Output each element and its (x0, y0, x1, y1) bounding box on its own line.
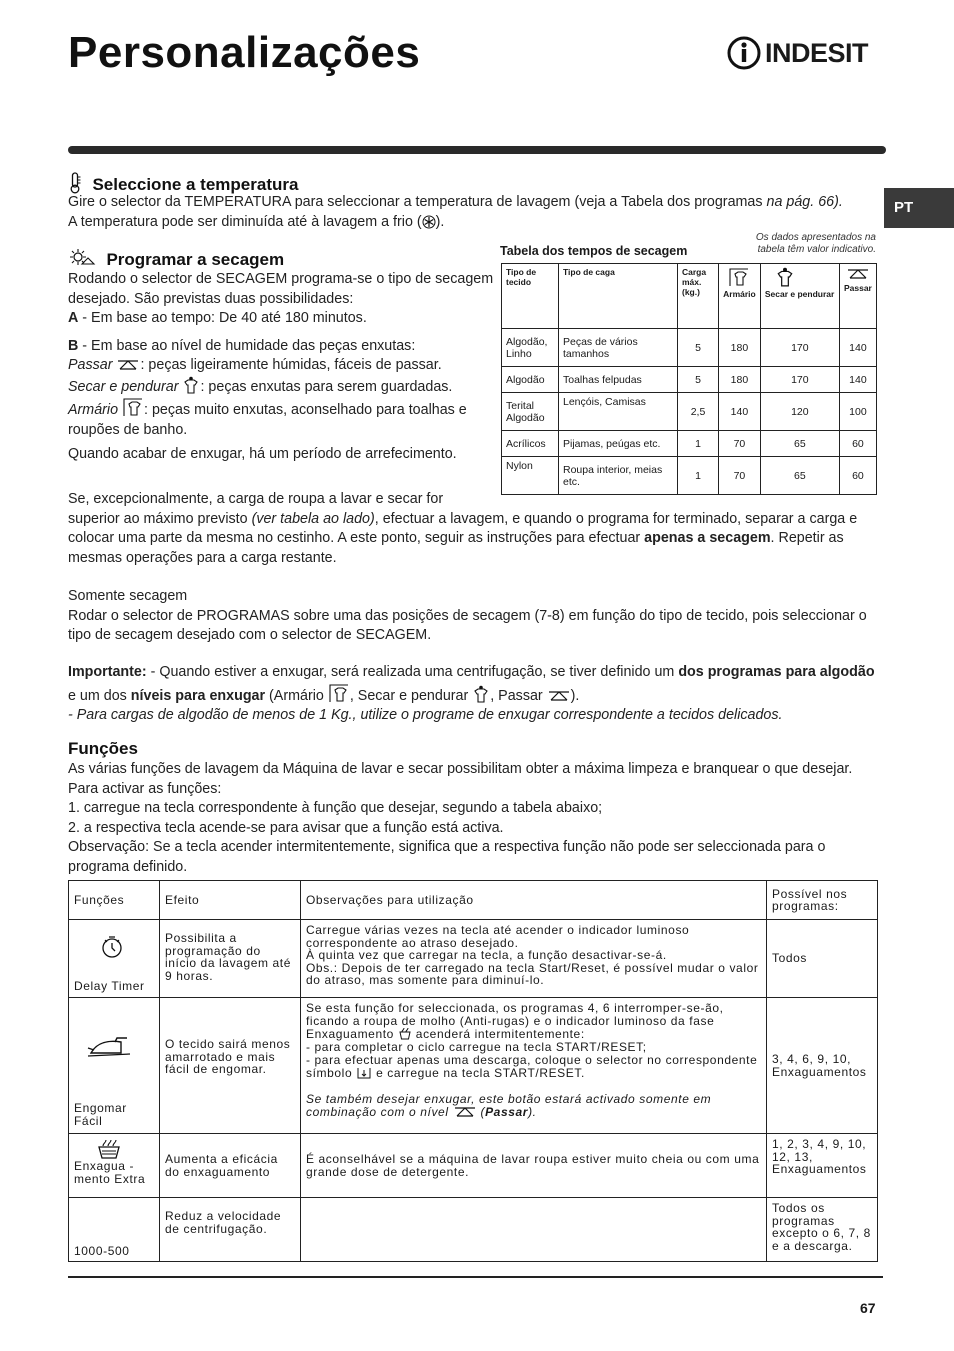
notes-text-3: - para completar o ciclo carregue na tecla START/RESET; (306, 1040, 647, 1054)
excess-ref: (ver tabela ao lado) (251, 510, 375, 527)
max-load-cell: 5 (678, 329, 719, 367)
brand-logo (727, 32, 887, 74)
notes-text-2: acenderá intermitentemente: (411, 1027, 585, 1041)
passar-cell: 140 (839, 329, 876, 367)
load-cell: Lençóis, Camisas (559, 393, 678, 431)
load-cell: Toalhas felpudas (559, 367, 678, 393)
functions-step-1: 1. carregue na tecla correspondente à função que desejar, segundo a tabela abaixo; (68, 800, 603, 816)
drying-text (68, 270, 496, 465)
important-bold-1: dos programas para algodão (678, 664, 875, 680)
col-max-load: Carga máx. (kg.) (678, 264, 719, 329)
table-header-row (69, 881, 878, 920)
temperature-text-2-end: ). (435, 213, 445, 230)
brand-name: INDESIT (765, 38, 869, 68)
armario-cell: 140 (719, 393, 761, 431)
temperature-text (68, 193, 878, 232)
header-divider (68, 146, 886, 154)
col-functions: Funções (69, 881, 160, 920)
page-number: 67 (860, 1300, 876, 1316)
secar-cell: 170 (760, 329, 839, 367)
col-notes: Observações para utilização (301, 881, 767, 920)
language-tab: PT (884, 188, 954, 228)
delay-timer-icon (99, 934, 125, 960)
excess-line-3: , efectuar a lavagem, e quando o programa for terminado, separar a carga e colocar uma parte da mesma no cestinho. A este ponto, seguir as instruções para efectuar (68, 510, 858, 546)
easy-iron-icon (87, 1036, 131, 1060)
load-cell: Roupa interior, meias etc. (559, 457, 678, 495)
effect-cell: Possibilita a programação do início da lavagem até 9 horas. (160, 920, 301, 998)
functions-step-2: 2. a respectiva tecla acende-se para avisar que a função está activa. (68, 819, 504, 836)
table-row (502, 393, 877, 431)
passar-cell: 100 (839, 393, 876, 431)
armario-cell: 70 (719, 457, 761, 495)
shirt-hanger-icon (775, 267, 795, 287)
page-title: Personalizações (68, 28, 421, 77)
secar-cell: 65 (760, 457, 839, 495)
important-text-6: ). (570, 687, 580, 704)
drying-times-table (501, 263, 877, 495)
col-passar-label: Passar (843, 283, 872, 293)
armario-cell: 180 (719, 329, 761, 367)
effect-cell: O tecido sairá menos amarrotado e mais fácil de engomar. (160, 998, 301, 1134)
notes-cell: É aconselhável se a máquina de lavar roupa estiver muito cheia ou com uma grande dose de detergente. (301, 1134, 767, 1198)
shirt-hanger-icon (472, 685, 490, 703)
functions-heading: Funções (68, 739, 138, 758)
notes-cell (301, 998, 767, 1134)
fabric-cell: Algodão (502, 367, 559, 393)
option-b-text: - Em base ao nível de humidade das peças enxutas: (78, 337, 416, 354)
function-name: Engomar Fácil (74, 1101, 127, 1128)
drying-sun-icon (68, 248, 96, 268)
secar-cell: 170 (760, 367, 839, 393)
load-cell: Peças de vários tamanhos (559, 329, 678, 367)
wardrobe-shirt-icon (122, 397, 144, 417)
table-row (69, 920, 878, 998)
max-load-cell: 1 (678, 431, 719, 457)
important-text-3: (Armário (265, 687, 328, 704)
notes-italic-3: ). (528, 1105, 537, 1119)
fabric-cell: Terital Algodão (502, 393, 559, 431)
only-dry-heading: Somente secagem (68, 588, 188, 604)
secar-text: : peças enxutas para serem guardadas. (200, 378, 453, 395)
important-text-2: e um dos (68, 687, 131, 704)
col-fabric-type: Tipo de tecido (502, 264, 559, 329)
dry-table-note: Os dados apresentados na tabela têm valor indicativo. (755, 232, 876, 255)
col-armario (719, 264, 761, 329)
function-cell (69, 920, 160, 998)
table-row (502, 457, 877, 495)
only-dry-block (68, 587, 878, 646)
option-a-label: A (68, 310, 79, 326)
wardrobe-shirt-icon (328, 683, 350, 703)
temperature-heading: Seleccione a temperatura (92, 175, 299, 194)
fabric-cell: Nylon (502, 457, 559, 495)
programs-cell: 1, 2, 3, 4, 9, 10, 12, 13, Enxaguamentos (767, 1134, 878, 1198)
table-row (502, 367, 877, 393)
cold-wash-icon (422, 215, 436, 229)
passar-cell: 140 (839, 367, 876, 393)
dry-table-caption: Tabela dos tempos de secagem (500, 244, 688, 258)
col-programs: Possível nos programas: (767, 881, 878, 920)
important-block (68, 663, 878, 726)
passar-text: : peças ligeiramente húmidas, fáceis de passar. (140, 357, 442, 373)
fabric-cell: Acrílicos (502, 431, 559, 457)
armario-cell: 70 (719, 431, 761, 457)
footer-divider (68, 1276, 883, 1278)
notes-cell (301, 1198, 767, 1262)
load-cell: Pijamas, peúgas etc. (559, 431, 678, 457)
notes-italic-2: ( (476, 1105, 486, 1119)
important-label: Importante: (68, 664, 147, 680)
iron-hanger-icon (547, 689, 571, 703)
function-cell: 1000-500 (69, 1198, 160, 1262)
important-text-5: , Passar (490, 687, 547, 704)
function-cell (69, 998, 160, 1134)
secar-label: Secar e pendurar (68, 378, 179, 395)
important-text-1: - Quando estiver a enxugar, será realizada uma centrifugação, se tiver definido um (146, 664, 679, 680)
table-row (69, 1198, 878, 1262)
passar-cell: 60 (839, 431, 876, 457)
cooling-text: Quando acabar de enxugar, há um período de arrefecimento. (68, 446, 457, 462)
drying-heading: Programar a secagem (106, 250, 285, 269)
programs-cell: Todos os programas excepto o 6, 7, 8 e a descarga. (767, 1198, 878, 1262)
excess-load-text (68, 490, 878, 568)
col-passar (839, 264, 876, 329)
shirt-hanger-icon (182, 376, 200, 394)
iron-hanger-icon (846, 267, 870, 281)
table-row (502, 329, 877, 367)
functions-text (68, 760, 878, 877)
drain-icon (356, 1066, 372, 1080)
indesit-i-icon (727, 32, 763, 74)
important-text-4: , Secar e pendurar (349, 687, 473, 704)
programs-cell: 3, 4, 6, 9, 10, Enxaguamentos (767, 998, 878, 1134)
functions-table (68, 880, 878, 1262)
important-note: - Para cargas de algodão de menos de 1 Kg., utilize o programe de enxugar correspondente a tecidos delicados. (68, 707, 783, 723)
max-load-cell: 5 (678, 367, 719, 393)
temperature-heading-row (68, 172, 298, 195)
extra-rinse-icon (96, 1138, 122, 1160)
programs-cell: Todos (767, 920, 878, 998)
table-row (502, 431, 877, 457)
iron-hanger-icon (116, 358, 140, 372)
col-secar (760, 264, 839, 329)
only-dry-text: Rodar o selector de PROGRAMAS sobre uma das posições de secagem (7-8) em função do tipo de tecido, pois seleccionar o tipo de secagem desejado com o selector de SECAGEM. (68, 607, 867, 643)
function-name: Enxagua - mento Extra (74, 1159, 146, 1186)
col-secar-label: Secar e pendurar (764, 289, 835, 299)
drying-intro: Rodando o selector de SECAGEM programa-se o tipo de secagem desejado. São previstas duas possibilidades: (68, 271, 494, 307)
passar-label: Passar (68, 357, 113, 373)
option-a-text: - Em base ao tempo: De 40 até 180 minutos. (78, 310, 367, 326)
notes-cell: Carregue várias vezes na tecla até acender o indicador luminoso correspondente ao atraso desejado. À quinta vez que carregar na tecla, a função desactivar-se-á. Obs.: Depois de ter carregado na tecla Start/Reset, é possível mudar o valor do atraso, mas somente para diminuí-lo. (301, 920, 767, 998)
table-header-row (502, 264, 877, 329)
notes-text-1: Se esta função for seleccionada, os programas 4, 6 interromper-se-ão, ficando a roupa de molho (Anti-rugas) e o indicador luminoso da fase Enxaguamento (306, 1001, 724, 1041)
max-load-cell: 1 (678, 457, 719, 495)
drying-heading-row (68, 248, 284, 270)
armario-label: Armário (68, 402, 119, 418)
table-row (69, 1134, 878, 1198)
thermometer-icon (68, 172, 82, 194)
function-cell (69, 1134, 160, 1198)
wardrobe-shirt-icon (727, 267, 751, 287)
notes-italic-bold: Passar (485, 1105, 529, 1119)
max-load-cell: 2,5 (678, 393, 719, 431)
temperature-page-ref: na pág. 66). (766, 194, 843, 210)
excess-line-1: Se, excepcionalmente, a carga de roupa a lavar e secar for (68, 491, 444, 507)
col-effect: Efeito (160, 881, 301, 920)
fabric-cell: Algodão, Linho (502, 329, 559, 367)
important-bold-2: níveis para enxugar (130, 687, 266, 704)
iron-hanger-icon (453, 1105, 477, 1119)
secar-cell: 65 (760, 431, 839, 457)
notes-text-5: e carregue na tecla START/RESET. (372, 1066, 585, 1080)
functions-observation: Observação: Se a tecla acender intermitentemente, significa que a respectiva função não pode ser seleccionada para o programa definido. (68, 839, 826, 875)
passar-cell: 60 (839, 457, 876, 495)
col-load-type: Tipo de caga (559, 264, 678, 329)
table-row (69, 998, 878, 1134)
notes-italic-1: Se também desejar enxugar, este botão estará activado somente em combinação com o nível (306, 1091, 712, 1119)
excess-line-2: superior ao máximo previsto (68, 510, 252, 527)
effect-cell: Reduz a velocidade de centrifugação. (160, 1198, 301, 1262)
armario-cell: 180 (719, 367, 761, 393)
rinse-icon (398, 1027, 412, 1041)
functions-intro: As várias funções de lavagem da Máquina de lavar e secar possibilitam obter a máxima limpeza e branquear o que desejar. Para activar as funções: (68, 761, 853, 797)
effect-cell: Aumenta a eficácia do enxaguamento (160, 1134, 301, 1198)
armario-text: : peças muito enxutas, aconselhado para toalhas e roupões de banho. (68, 402, 467, 438)
temperature-text-2: A temperatura pode ser diminuída até à lavagem a frio ( (68, 213, 422, 230)
secar-cell: 120 (760, 393, 839, 431)
option-b-label: B (68, 337, 79, 354)
col-armario-label: Armário (723, 289, 756, 299)
notes-text-4: - para efectuar apenas uma descarga, coloque o selector no correspondente símbolo (306, 1052, 758, 1080)
function-name: Delay Timer (74, 978, 145, 993)
temperature-text-1: Gire o selector da TEMPERATURA para seleccionar a temperatura de lavagem (veja a Tabela dos programas (68, 194, 767, 210)
excess-bold: apenas a secagem (644, 530, 771, 546)
excess-line-4: . Repetir as mesmas operações para a carga restante. (68, 530, 844, 566)
